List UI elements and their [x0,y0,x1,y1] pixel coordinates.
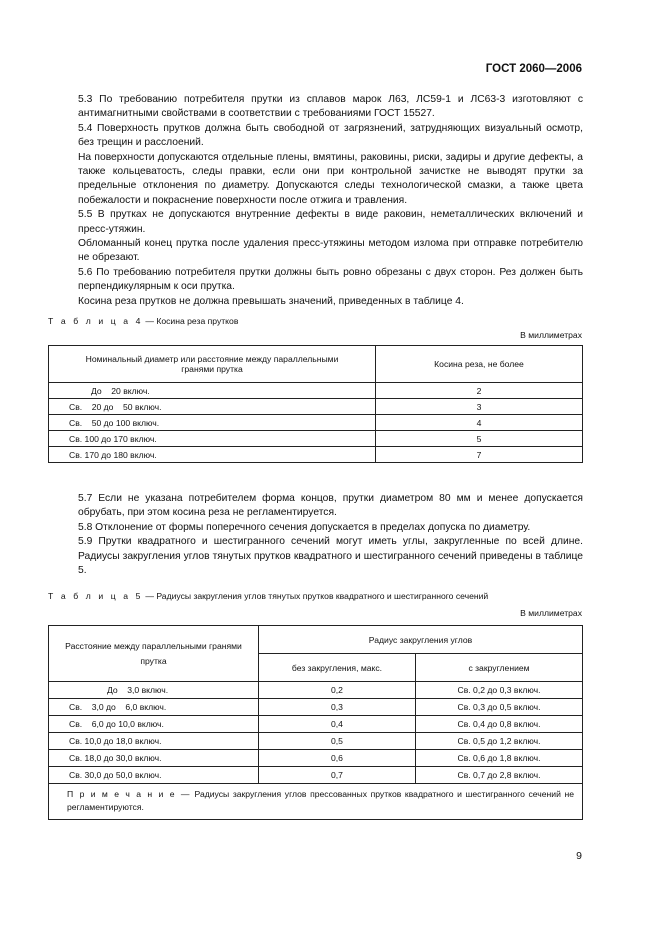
table-row [49,750,583,767]
table5-note-text: Радиусы закругления углов прессованных прутков квадратного и шестигранного сечений не регламентируются. [67,789,574,812]
table4-caption-prefix: Т а б л и ц а 4 [48,316,143,326]
table4-cell-range: Св. 100 до 170 включ. [49,431,376,447]
table5-header-with-rounding: с закруглением [416,654,583,682]
table5-cell-rounded: Св. 0,4 до 0,8 включ. [416,716,583,733]
table5-note-prefix: П р и м е ч а н и е — [67,789,191,799]
table4-cell-value: 2 [376,383,583,399]
table5-cell-range: До 3,0 включ. [49,682,259,699]
paragraph-surface-defects: На поверхности допускаются отдельные плены, вмятины, раковины, риски, задиры и другие дефекты, а также кольцеватость, следы правки, если они при контрольной зачистке не выводят прутки за предельные отклонения по диаметру. Допускаются следы технологической смазки, а также цвета побежалости и покраснение поверхности после отжига и травления. [78,151,583,206]
paragraph-5-6: 5.6 По требованию потребителя прутки должны быть ровно обрезаны с двух сторон. Рез должен быть перпендикулярным к оси прутка. [78,266,583,293]
table-row [49,431,583,447]
table-row [49,682,583,699]
table4-cell-range: Св. 50 до 100 включ. [49,415,376,431]
table4-unit: В миллиметрах [520,330,582,340]
paragraph-5-5: 5.5 В прутках не допускаются внутренние дефекты в виде раковин, неметаллических включений и пресс-утяжин. [78,209,583,235]
paragraph-5-7: 5.7 Если не указана потребителем форма концов, прутки диаметром 80 мм и менее допускается обрубать, при этом косина реза не регламентируется. [78,493,583,519]
table5-cell-rounded: Св. 0,2 до 0,3 включ. [416,682,583,699]
table4-caption [48,316,238,326]
table5-cell-max: 0,5 [259,733,416,750]
table4-cell-value: 3 [376,399,583,415]
body-text-mid [78,492,583,578]
table5-header-radius: Радиус закругления углов [259,626,583,654]
table4 [48,345,583,463]
table5-cell-rounded: Св. 0,7 до 2,8 включ. [416,767,583,784]
table5-cell-rounded: Св. 0,3 до 0,5 включ. [416,699,583,716]
table5-cell-max: 0,4 [259,716,416,733]
table5-cell-range: Св. 30,0 до 50,0 включ. [49,767,259,784]
table5-cell-max: 0,2 [259,682,416,699]
table5-header-no-rounding: без закругления, макс. [259,654,416,682]
table5-cell-max: 0,7 [259,767,416,784]
paragraph-cut-skew: Косина реза прутков не должна превышать значений, приведенных в таблице 4. [78,295,464,307]
table5-caption-title: — Радиусы закругления углов тянутых прутков квадратного и шестигранного сечений [142,591,489,601]
table-row [49,447,583,463]
table-row [49,733,583,750]
paragraph-5-8: 5.8 Отклонение от формы поперечного сечения допускается в пределах допуска по диаметру. [78,521,531,533]
table4-caption-title: — Косина реза прутков [142,316,239,326]
table5-header-distance: Расстояние между параллельными гранями прутка [49,626,259,682]
table5-caption [48,591,488,601]
table5-cell-range: Св. 6,0 до 10,0 включ. [49,716,259,733]
table4-header-diameter: Номинальный диаметр или расстояние между параллельными гранями прутка [49,346,376,383]
body-text-top [78,93,583,309]
table4-cell-value: 7 [376,447,583,463]
table4-header-skew: Косина реза, не более [376,346,583,383]
table-row [49,383,583,399]
table-row [49,767,583,784]
table5-cell-max: 0,3 [259,699,416,716]
table5-cell-rounded: Св. 0,6 до 1,8 включ. [416,750,583,767]
paragraph-broken-end: Обломанный конец прутка после удаления пресс-утяжины методом излома при отправке потребителю не обрезают. [78,238,583,264]
table5-note [49,784,583,820]
page-number: 9 [576,850,582,862]
table5-cell-range: Св. 10,0 до 18,0 включ. [49,733,259,750]
table4-cell-range: Св. 20 до 50 включ. [49,399,376,415]
document-code: ГОСТ 2060—2006 [485,63,582,75]
table-row [49,399,583,415]
table4-cell-range: Св. 170 до 180 включ. [49,447,376,463]
table5 [48,625,583,820]
table5-unit: В миллиметрах [520,608,582,618]
table5-caption-prefix: Т а б л и ц а 5 [48,591,143,601]
table5-cell-rounded: Св. 0,5 до 1,2 включ. [416,733,583,750]
table4-cell-value: 4 [376,415,583,431]
table5-cell-range: Св. 18,0 до 30,0 включ. [49,750,259,767]
table-row [49,415,583,431]
table5-cell-range: Св. 3,0 до 6,0 включ. [49,699,259,716]
paragraph-5-3: 5.3 По требованию потребителя прутки из сплавов марок Л63, ЛС59-1 и ЛС63-3 изготовляют с антимагнитными свойствами в соответствии с требованиями ГОСТ 15527. [78,94,583,120]
table4-cell-range: До 20 включ. [49,383,376,399]
paragraph-5-4: 5.4 Поверхность прутков должна быть свободной от загрязнений, затрудняющих визуальный осмотр, без трещин и расслоений. [78,122,583,149]
table-row [49,699,583,716]
table4-cell-value: 5 [376,431,583,447]
table-row [49,716,583,733]
paragraph-5-9: 5.9 Прутки квадратного и шестигранного сечений могут иметь углы, закругленные по всей длине. Радиусы закругления углов тянутых прутков квадратного и шестигранного сечений приведены в таблице 5. [78,536,583,577]
table5-cell-max: 0,6 [259,750,416,767]
